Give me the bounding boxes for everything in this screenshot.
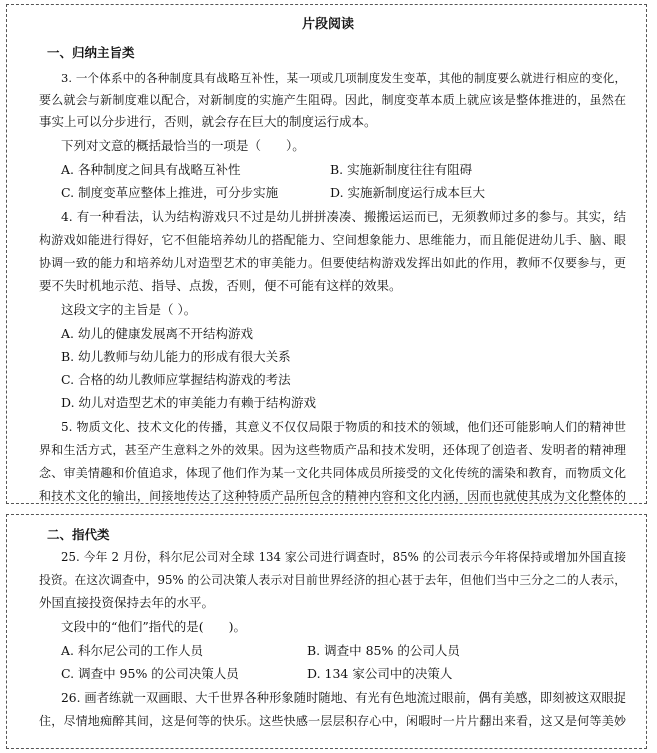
q3-option-d: D. 实施新制度运行成本巨大: [330, 185, 486, 200]
q25-option-c: C. 调查中 95% 的公司决策人员: [61, 666, 239, 681]
q3-line-3: 事实上可以分步进行，否则，就会存在巨大的制度运行成本。: [39, 114, 377, 129]
q3-line-2: 要么就会与新制度难以配合，对新制度的实施产生阻碍。因此，制度变革本质上就应该是整体推进的，虽然在: [39, 93, 626, 107]
q25-line-3: 外国直接投资保持去年的水平。: [39, 595, 215, 610]
panel-reference: [6, 514, 647, 749]
q4-prompt: 这段文字的主旨是（ ）。: [61, 302, 197, 317]
q5-line-2: 界和生活方式，甚至产生意料之外的效果。因为这些物质产品和技术发明，还体现了创造者、发明者的精神理: [39, 443, 626, 457]
q3-option-a: A. 各种制度之间具有战略互补性: [61, 162, 241, 177]
q4-option-d: D. 幼儿对造型艺术的审美能力有赖于结构游戏: [61, 395, 317, 410]
page-title: 片段阅读: [302, 17, 355, 32]
q3-prompt: 下列对文意的概括最恰当的一项是（ ）。: [61, 138, 305, 153]
q4-line-2: 构游戏如能进行得好，它不但能培养幼儿的搭配能力、空间想象能力、思维能力，而且能促进幼儿手、脑、眼: [39, 233, 626, 247]
q25-option-d: D. 134 家公司中的决策人: [307, 666, 453, 681]
q5-line-1: 5. 物质文化、技术文化的传播，其意义不仅仅局限于物质的和技术的领域，他们还可能影响人们的精神世: [61, 420, 626, 434]
q4-line-4: 要不失时机地示范、指导、点拨，否则，便不可能有这样的效果。: [39, 278, 402, 293]
q25-option-b: B. 调查中 85% 的公司人员: [307, 643, 460, 658]
section-heading-reference: 二、指代类: [47, 527, 110, 542]
q25-option-a: A. 科尔尼公司的工作人员: [61, 643, 203, 658]
q3-option-b: B. 实施新制度往往有阻碍: [330, 162, 473, 177]
q4-line-1: 4. 有一种看法，认为结构游戏只不过是幼儿拼拼凑凑、搬搬运运而已，无须教师过多的参与。其实，结: [61, 210, 626, 224]
q4-option-b: B. 幼儿教师与幼儿能力的形成有很大关系: [61, 349, 291, 364]
q25-line-1: 25. 今年 2 月份，科尔尼公司对全球 134 家公司进行调查时，85% 的公司表示今年将保持或增加外国直接: [61, 550, 626, 564]
q25-line-2: 投资。在这次调查中，95% 的公司决策人表示对目前世界经济的担心甚于去年，但他们当中三分之二的人表示，: [39, 573, 626, 587]
q5-line-3: 念、审美情趣和价值追求，体现了他们作为某一文化共同体成员所接受的文化传统的濡染和教育，而物质文化: [39, 466, 626, 480]
q4-line-3: 协调一致的能力和培养幼儿对造型艺术的审美能力。但要使结构游戏发挥出如此的作用，教师不仅要参与，更: [39, 256, 626, 270]
q25-prompt: 文段中的“他们”指代的是( )。: [61, 619, 247, 634]
q5-line-4: 和技术文化的输出，间接地传达了这种特质产品所包含的精神内容和文化内涵，因而也就使其成为文化整体的: [39, 489, 626, 503]
section-heading-summary: 一、归纳主旨类: [47, 45, 135, 60]
q3-line-1: 3. 一个体系中的各种制度具有战略互补性，某一项或几项制度发生变革，其他的制度要么就进行相应的变化，: [61, 71, 626, 85]
q3-option-c: C. 制度变革应整体上推进，可分步实施: [61, 185, 279, 200]
q26-line-2: 住，尽情地痴醉其间，这是何等的快乐。这些快感一层层积存心中，闲暇时一片片翻出来看，这又是何等美妙: [39, 714, 626, 728]
q26-line-1: 26. 画者练就一双画眼、大千世界各种形象随时随地、有光有色地流过眼前，偶有美感，即刻被这双眼捉: [61, 691, 626, 705]
q4-option-c: C. 合格的幼儿教师应掌握结构游戏的考法: [61, 372, 291, 387]
q4-option-a: A. 幼儿的健康发展离不开结构游戏: [61, 326, 253, 341]
panel-summary: [6, 4, 647, 504]
